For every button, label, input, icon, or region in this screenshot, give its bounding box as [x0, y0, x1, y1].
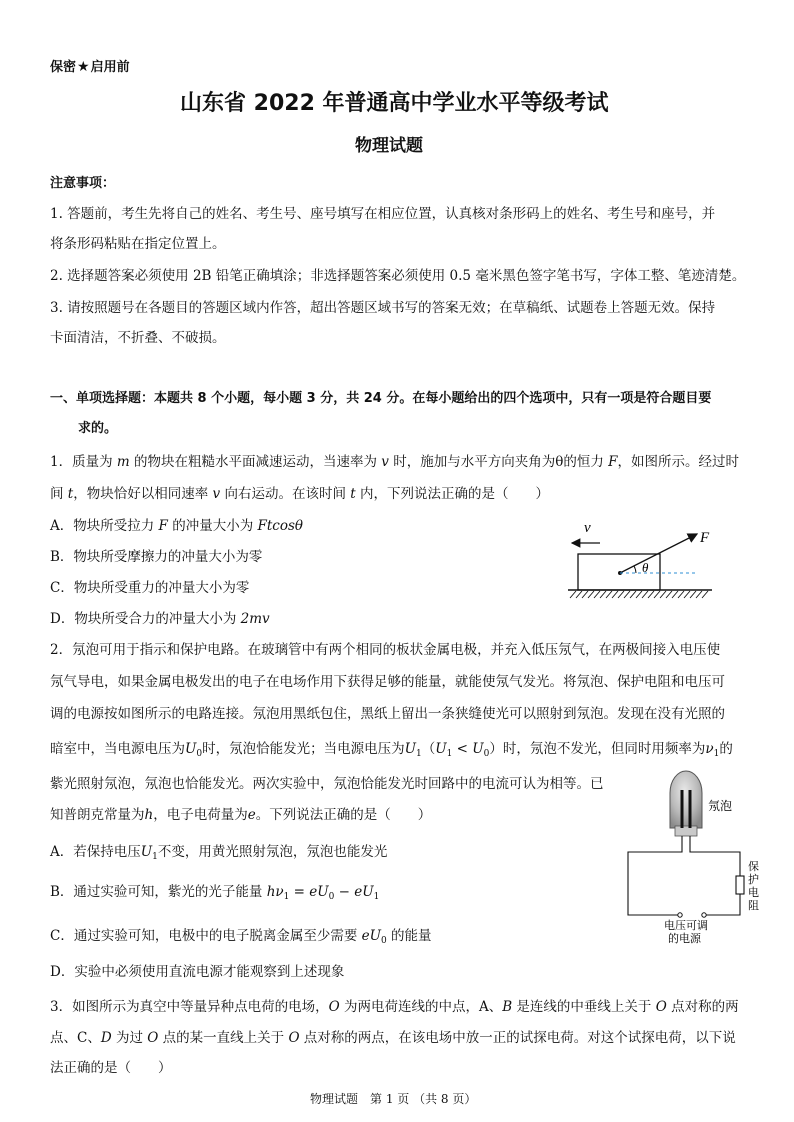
- q3-stem-line-2: 点、C、D 为过 O 点的某一直线上关于 O 点对称的两点，在该电场中放一正的试探电荷。对这个试探电荷，以下说: [50, 1030, 736, 1046]
- q1-option-d: D．物块所受合力的冲量大小为 2mv: [50, 611, 270, 627]
- q1-fig-theta-label: θ: [642, 560, 649, 575]
- q2-stem-line-5: 紫光照射氖泡，氖泡也恰能发光。两次实验中，氖泡恰能发光时回路中的电流可认为相等。已: [50, 776, 604, 792]
- q2-option-b: B．通过实验可知，紫光的光子能量 $h\nu_1 = eU_0 - eU_1$: [50, 884, 380, 902]
- bulb-label: 氖泡: [708, 799, 733, 813]
- q1-fig-v-label: v: [584, 520, 591, 536]
- q2-option-c: C．通过实验可知，电极中的电子脱离金属至少需要 $eU_0$ 的能量: [50, 928, 432, 946]
- note-2: 2. 选择题答案必须使用 2B 铅笔正确填涂；非选择题答案必须使用 0.5 毫米黑色签字笔书写，字体工整、笔迹清楚。: [50, 268, 746, 284]
- q2-stem-line-6: 知普朗克常量为h，电子电荷量为e。下列说法正确的是（ ）: [50, 807, 432, 823]
- q2-stem-line-4: 暗室中，当电源电压为$U_0$时，氖泡恰能发光；当电源电压为$U_1(U_1 < U_0)$时，氖泡不发光，但同时用频率为$\nu_1$的: [50, 741, 733, 759]
- note-3-line-2: 卡面清洁，不折叠、不破损。: [50, 330, 226, 346]
- q1-block-figure: [560, 512, 720, 606]
- notes-heading: 注意事项：: [50, 176, 116, 191]
- note-1-line-1: 1. 答题前，考生先将自己的姓名、考生号、座号填写在相应位置，认真核对条形码上的姓名、考生号和座号，并: [50, 206, 716, 222]
- resistor-label-4: 阻: [748, 900, 759, 912]
- q2-option-d: D．实验中必须使用直流电源才能观察到上述现象: [50, 964, 345, 980]
- exam-subtitle: 物理试题: [355, 136, 423, 156]
- q2-stem-line-3: 调的电源按如图所示的电路连接。氖泡用黑纸包住，黑纸上留出一条狭缝使光可以照射到氖泡。发现在没有光照的: [50, 706, 725, 722]
- source-terminal-right: [702, 913, 706, 917]
- circuit-wire-right: [690, 836, 740, 915]
- q1-option-b: B．物块所受摩擦力的冲量大小为零: [50, 549, 263, 565]
- q1-option-a: A．物块所受拉力 F 的冲量大小为 Ftcosθ: [50, 518, 304, 534]
- q1-option-c: C．物块所受重力的冲量大小为零: [50, 580, 250, 596]
- section-1-heading-cont: 求的。: [78, 421, 118, 436]
- note-3-line-1: 3. 请按照题号在各题目的答题区域内作答，超出答题区域书写的答案无效；在草稿纸、试题卷上答题无效。保持: [50, 300, 716, 316]
- source-terminal-left: [678, 913, 682, 917]
- neon-bulb-base: [675, 826, 697, 836]
- q1-angle-arc: [634, 566, 636, 573]
- q1-stem-line-2: 间 t，物块恰好以相同速率 v 向右运动。在该时间 t 内，下列说法正确的是（ ）: [50, 486, 549, 502]
- q3-stem-line-1: 3．如图所示为真空中等量异种点电荷的电场，O 为两电荷连线的中点，A、B 是连线的中垂线上关于 O 点对称的两: [50, 999, 739, 1015]
- resistor-label-1: 保: [748, 861, 759, 873]
- q1-fig-f-label: F: [700, 530, 710, 546]
- protective-resistor: [736, 876, 744, 894]
- circuit-wire-left: [628, 836, 682, 915]
- q3-stem-line-3: 法正确的是（ ）: [50, 1060, 172, 1076]
- q2-option-a: A．若保持电压$U_1$不变，用黄光照射氖泡，氖泡也能发光: [50, 844, 388, 862]
- source-label-2: 的电源: [668, 933, 701, 945]
- note-1-line-2: 将条形码粘贴在指定位置上。: [50, 236, 226, 252]
- resistor-label-3: 电: [748, 887, 759, 899]
- page-footer: 物理试题 第 1 页 （共 8 页）: [310, 1092, 477, 1106]
- exam-title: 山东省 2022 年普通高中学业水平等级考试: [180, 91, 609, 116]
- q1-ground-hatch: [570, 591, 708, 598]
- q2-stem-line-1: 2．氖泡可用于指示和保护电路。在玻璃管中有两个相同的板状金属电极，并充入低压氖气，在两极间接入电压使: [50, 642, 721, 658]
- q1-stem-line-1: 1．质量为 m 的物块在粗糙水平面减速运动，当速率为 v 时，施加与水平方向夹角为θ的恒力 F，如图所示。经过时: [50, 454, 740, 470]
- q2-circuit-figure: [620, 768, 770, 950]
- star-icon: ★: [77, 59, 90, 75]
- q2-stem-line-2: 氖气导电，如果金属电极发出的电子在电场作用下获得足够的能量，就能使氖气发光。将氖泡、保护电阻和电压可: [50, 674, 725, 690]
- confidential-mark: 保密★启用前: [50, 59, 130, 75]
- section-1-heading: 一、单项选择题：本题共 8 个小题，每小题 3 分，共 24 分。在每小题给出的四个选项中，只有一项是符合题目要: [50, 391, 712, 406]
- source-label-1: 电压可调: [664, 920, 708, 932]
- resistor-label-2: 护: [748, 874, 759, 886]
- neon-bulb: [670, 771, 702, 828]
